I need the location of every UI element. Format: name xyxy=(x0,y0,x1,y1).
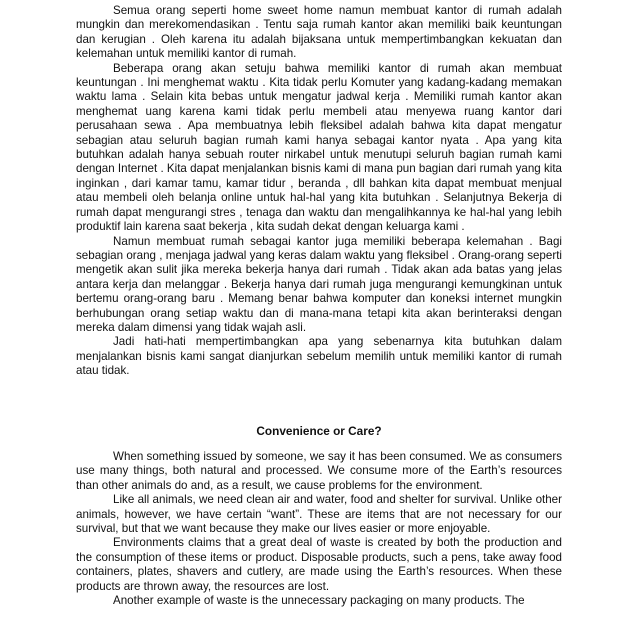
paragraph-waste: Environments claims that a great deal of waste is created by both the production and the consumption of these items or product. Disposable products, such a pens, take away food containers, plates, shavers and cutlery, are made using the Earth’s resources. When these products are thrown away, the resources are lost. xyxy=(76,536,562,593)
paragraph-disadvantages: Namun membuat rumah sebagai kantor juga memiliki beberapa kelemahan . Bagi sebagian orang , menjaga jadwal yang keras dalam waktu yang fleksibel . Orang-orang seperti mengetik akan sulit jika mereka bekerja hanya dari rumah . Tidak akan ada batas yang jelas antara kerja dan melanggar . Bekerja hanya dari rumah juga mengurangi kemungkinan untuk bertemu orang-orang baru . Memang benar bahwa komputer dan koneksi internet mungkin berhubungan orang setiap waktu dan di mana-mana tetapi kita akan berinteraksi dengan mereka dalam dimensi yang tidak wajah asli. xyxy=(76,234,562,334)
paragraph-advantages: Beberapa orang akan setuju bahwa memiliki kantor di rumah akan membuat keuntungan . Ini menghemat waktu . Kita tidak perlu Komuter yang kadang-kadang memakan waktu lama . Selain kita bebas untuk mengatur jadwal kerja . Memiliki rumah kantor akan menghemat uang karena kami tidak perlu membeli atau menyewa ruang kantor dari perusahaan sewa . Apa membuatnya lebih fleksibel adalah bahwa kita dapat mengatur sebagian atau seluruh bagian rumah kami hanya sebagai kantor nyata . Apa yang kita butuhkan adalah hanya sebuah router nirkabel untuk menutupi seluruh bagian rumah kami dengan Internet . Kita dapat menjalankan bisnis kami di mana pun bagian dari rumah yang kita inginkan , dari kamar tamu, kamar tidur , beranda , dll bahkan kita dapat membuat menjual atau membeli oleh belanja online untuk hal-hal yang kita butuhkan . Selanjutnya Bekerja di rumah dapat mengurangi stres , tenaga dan waktu dan mengalihkannya ke hal-hal yang lebih produktif lain karena saat bekerja , kita sudah dekat dengan keluarga kami . xyxy=(76,61,562,234)
paragraph-needs-wants: Like all animals, we need clean air and water, food and shelter for survival. Unlike other animals, however, we have certain “want”. These are items that are not necessary for our survival, but that we want because they make our lives easier or more enjoyable. xyxy=(76,493,562,536)
section-title: Convenience or Care? xyxy=(256,424,382,438)
paragraph-packaging: Another example of waste is the unnecessary packaging on many products. The xyxy=(113,594,525,608)
convenience-essay xyxy=(76,450,562,608)
home-office-essay xyxy=(76,4,562,379)
paragraph-conclusion: Jadi hati-hati mempertimbangkan apa yang sebenarnya kita butuhkan dalam menjalankan bisnis kami sangat dianjurkan sebelum memilih untuk memiliki kantor di rumah atau tidak. xyxy=(76,335,562,378)
paragraph-intro: Semua orang seperti home sweet home namun membuat kantor di rumah adalah mungkin dan merekomendasikan . Tentu saja rumah kantor akan memiliki baik keuntungan dan kerugian . Oleh karena itu adalah bijaksana untuk mempertimbangkan kekuatan dan kelemahan untuk memiliki kantor di rumah. xyxy=(76,4,562,61)
paragraph-consumption: When something issued by someone, we say it has been consumed. We as consumers use many things, both natural and processed. We consume more of the Earth’s resources than other animals do and, as a result, we cause problems for the environment. xyxy=(76,450,562,492)
